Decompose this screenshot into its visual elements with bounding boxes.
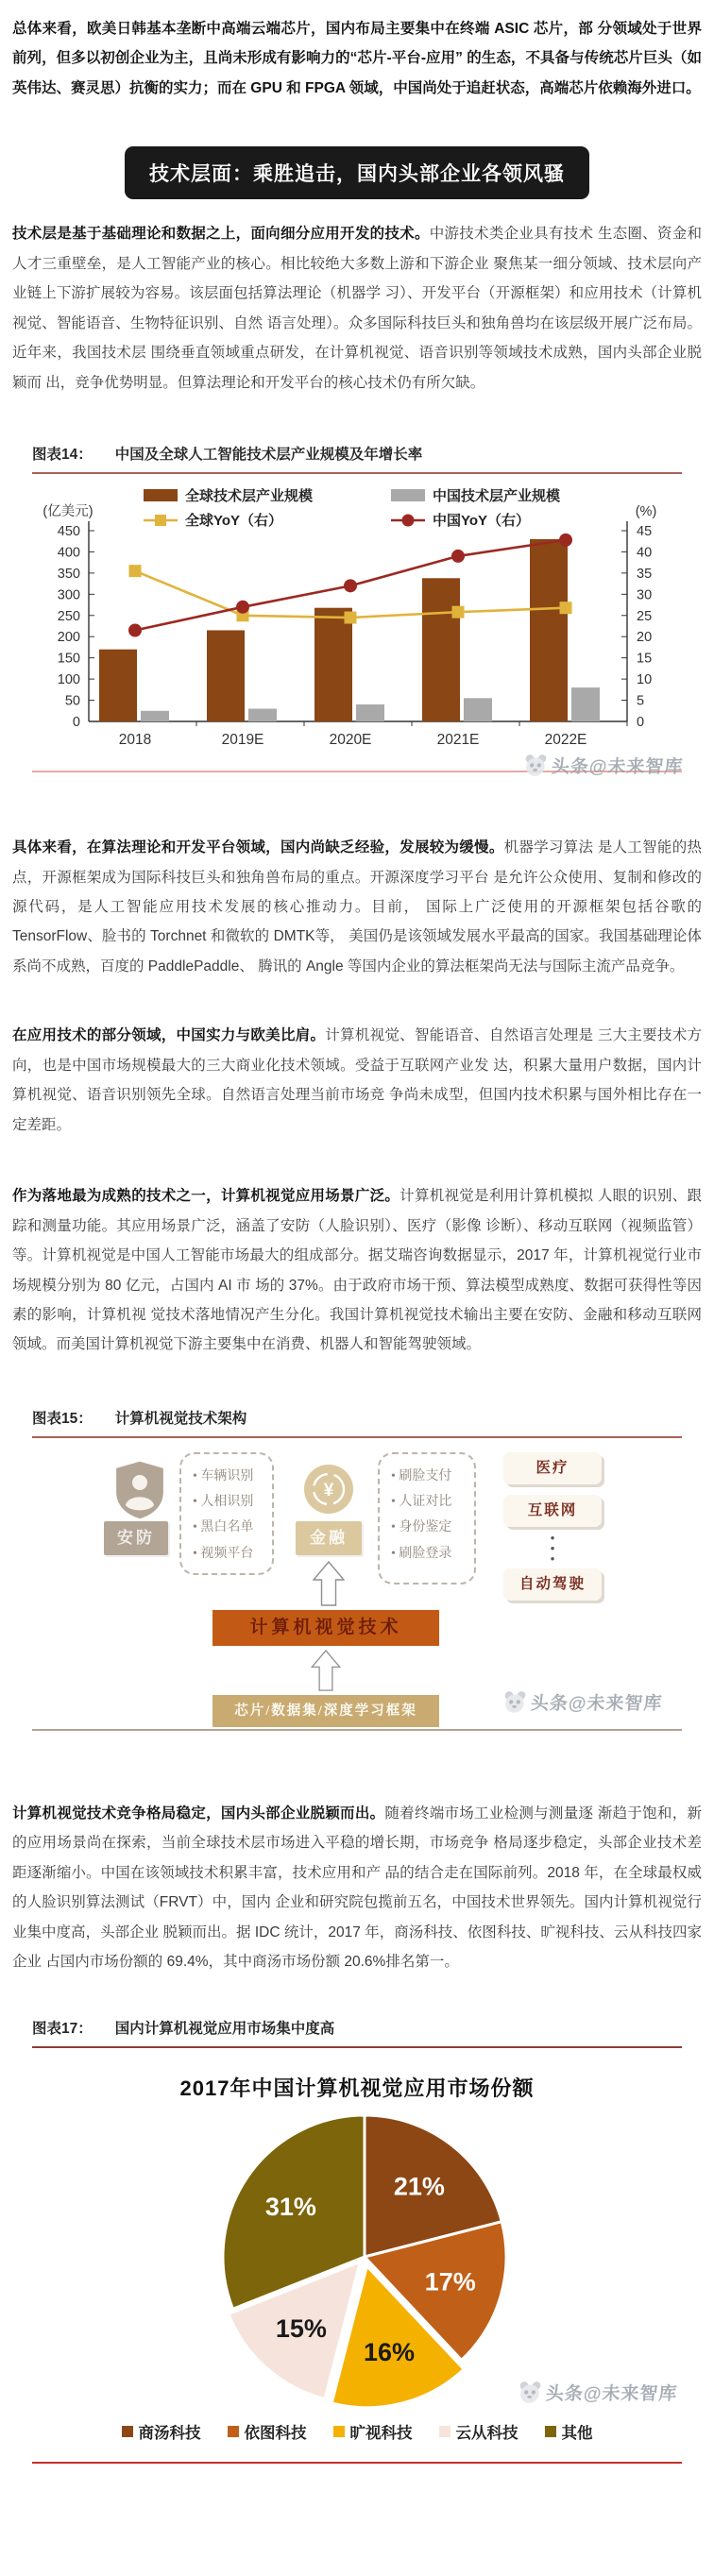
app-box-internet: 互联网 — [503, 1495, 602, 1527]
svg-text:2022E: 2022E — [544, 732, 587, 749]
pie-legend-item — [333, 2420, 413, 2443]
figure-15 — [32, 1407, 682, 1731]
svg-text:0: 0 — [72, 715, 80, 731]
svg-text:(%): (%) — [635, 504, 657, 520]
legend-label: 旷视科技 — [349, 2423, 413, 2442]
watermark — [502, 1689, 663, 1715]
svg-text:(亿美元): (亿美元) — [42, 504, 94, 520]
svg-text:2018: 2018 — [118, 732, 152, 749]
svg-text:50: 50 — [64, 693, 80, 709]
security-items-box — [179, 1452, 274, 1575]
chart-legend — [144, 487, 561, 529]
legend-label: 其他 — [561, 2423, 593, 2442]
svg-text:16%: 16% — [363, 2337, 416, 2366]
svg-text:2020E: 2020E — [329, 732, 372, 749]
svg-text:15: 15 — [637, 651, 653, 667]
legend-label: 商汤科技 — [138, 2423, 201, 2442]
chart-lines — [128, 534, 572, 637]
chart-bars — [99, 539, 627, 748]
paragraph-computer-vision — [12, 1181, 702, 1360]
watermark-text: 头条@未来智库 — [545, 2383, 679, 2404]
pie-chart-title: 2017年中国计算机视觉应用市场份额 — [179, 2076, 535, 2100]
figure-17-header — [32, 2017, 682, 2048]
svg-text:45: 45 — [637, 524, 653, 540]
figure-14 — [32, 443, 685, 778]
industry-scale-chart — [32, 483, 682, 767]
paragraph-body: 中游技术类企业具有技术 生态圈、资金和人才三重壁垒，是人工智能产业的核心。相比较绝大多数上游和下游企业 聚焦某一细分领域、技术层向产业链上下游扩展较为容易。该层面包括算法理论（机器学 习）、开发平台（开源框架）和应用技术（计算机视觉、智能语音、生物特征识别、自然 语言处理）。众多国际科技巨头和独角兽均在该层级开展广泛布局。近年来，我国技术层 围绕垂直领域重点研发，在计算机视觉、语音识别等领域技术成熟，国内头部企业脱颖而 出，竞争优势明显。但算法理论和开发平台的核心技术仍有所欠缺。 — [12, 226, 702, 391]
security-item: • 车辆识别 — [193, 1464, 264, 1489]
paragraph-lead: 作为落地最为成熟的技术之一，计算机视觉应用场景广泛。 — [12, 1188, 400, 1205]
svg-text:全球技术层产业规模: 全球技术层产业规模 — [185, 488, 314, 505]
watermark-text: 头条@未来智库 — [530, 1693, 664, 1714]
svg-text:400: 400 — [57, 545, 80, 561]
paragraph-lead: 计算机视觉技术竞争格局稳定，国内头部企业脱颖而出。 — [12, 1805, 385, 1822]
pie-legend-item — [545, 2420, 593, 2443]
up-arrow-icon — [310, 1650, 342, 1691]
paragraph-competition — [12, 1799, 702, 1977]
paragraph-body: 随着终端市场工业检测与测量逐 渐趋于饱和，新的应用场景尚在探索，当前全球技术层市场进入平稳的增长期，市场竞争 格局逐步稳定，头部企业技术差距逐渐缩小。中国在该领域技术积累丰富，技术应用和产 品的结合走在国际前列。2018 年，在全球最权威的人脸识别算法测试（FRVT）中，国内 企业和研究院包揽前五名，中国技术世界领先。国内计算机视觉行业集中度高，头部企业 脱颖而出。据 IDC 统计，2017 年，商汤科技、依图科技、旷视科技、云从科技四家企业 占国内市场份额的 69.4%，其中商汤市场份额 20.6%排名第一。 — [12, 1805, 702, 1971]
security-item: • 人相识别 — [193, 1489, 264, 1515]
figure-15-title: 计算机视觉技术架构 — [114, 1410, 247, 1427]
paragraph-lead: 具体来看，在算法理论和开发平台领域，国内尚缺乏经验，发展较为缓慢。 — [12, 839, 504, 856]
svg-text:30: 30 — [637, 587, 653, 603]
legend-label: 依图科技 — [244, 2423, 307, 2442]
up-arrow-icon — [313, 1561, 345, 1606]
paragraph-body: 机器学习算法 是人工智能的热点，开源框架成为国际科技巨头和独角兽布局的重点。开源深度学习平台 是允许公众使用、复制和修改的源代码，是人工智能应用技术发展的核心推动力。目前， 国际上广泛使用的开源框架包括谷歌的 TensorFlow、脸书的 Torchnet 和微软的 DMTK等， 美国仍是该领域发展水平最高的国家。我国基础理论体系尚不成熟，百度的 PaddlePaddle、 腾讯的 Angle 等国内企业的算法框架尚无法与国际主流产品竞争。 — [12, 839, 702, 974]
figure-17-title: 国内计算机视觉应用市场集中度高 — [114, 2020, 335, 2037]
figure-15-label: 图表15： — [32, 1410, 93, 1427]
panda-logo-icon — [502, 1689, 528, 1714]
svg-text:中国YoY（右）: 中国YoY（右） — [433, 513, 531, 530]
legend-swatch — [228, 2426, 239, 2437]
finance-items-box — [378, 1452, 476, 1585]
svg-text:450: 450 — [57, 524, 80, 540]
market-share-pie-wrap — [32, 2108, 682, 2443]
svg-text:250: 250 — [57, 608, 80, 624]
finance-label-box: 金融 — [296, 1521, 362, 1555]
app-box-autodriving: 自动驾驶 — [503, 1568, 602, 1601]
svg-text:2021E: 2021E — [436, 732, 480, 749]
section-banner-wrap — [0, 146, 714, 199]
chip-dataset-framework-box: 芯片/数据集/深度学习框架 — [212, 1695, 439, 1727]
cv-architecture-diagram — [32, 1448, 682, 1731]
paragraph-algorithm — [12, 833, 702, 981]
svg-text:2019E: 2019E — [221, 732, 264, 749]
svg-text:150: 150 — [57, 651, 80, 667]
paragraph-lead: 在应用技术的部分领域，中国实力与欧美比肩。 — [12, 1027, 326, 1044]
pie-legend-item — [228, 2420, 307, 2443]
legend-label: 云从科技 — [455, 2423, 518, 2442]
svg-text:17%: 17% — [424, 2266, 476, 2296]
figure-14-label: 图表14： — [32, 447, 93, 464]
pie-legend-item — [439, 2420, 518, 2443]
svg-text:25: 25 — [637, 608, 653, 624]
security-item: • 黑白名单 — [193, 1515, 264, 1540]
pie-legend-item — [122, 2420, 201, 2443]
svg-text:10: 10 — [637, 672, 653, 688]
svg-text:200: 200 — [57, 630, 80, 646]
figure-14-title: 中国及全球人工智能技术层产业规模及年增长率 — [114, 447, 423, 464]
legend-swatch — [439, 2426, 450, 2437]
svg-text:21%: 21% — [393, 2171, 445, 2200]
figure-15-header — [32, 1407, 682, 1438]
legend-swatch — [545, 2426, 556, 2437]
svg-text:15%: 15% — [275, 2313, 327, 2343]
svg-text:中国技术层产业规模: 中国技术层产业规模 — [433, 488, 561, 505]
pie-legend — [32, 2420, 682, 2443]
finance-item: • 刷脸登录 — [391, 1541, 467, 1567]
svg-text:300: 300 — [57, 587, 80, 603]
finance-item: • 人证对比 — [391, 1489, 467, 1515]
svg-text:31%: 31% — [264, 2192, 316, 2221]
svg-text:40: 40 — [637, 545, 653, 561]
vertical-ellipsis: • • • — [550, 1530, 555, 1566]
security-label-box: 安防 — [104, 1521, 168, 1555]
svg-text:20: 20 — [637, 630, 653, 646]
pie-slices — [223, 2115, 506, 2408]
intro-paragraph: 总体来看，欧美日韩基本垄断中高端云端芯片，国内布局主要集中在终端 ASIC 芯片，部 分领域处于世界前列，但多以初创企业为主，且尚未形成有影响力的“芯片-平台-应用” 的生态，不具备与传统芯片巨头（如英伟达、赛灵思）抗衡的实力；而在 GPU 和 FPGA 领域，中国尚处于追赶状态，高端芯片依赖海外进口。 — [12, 21, 702, 96]
figure-17-label: 图表17： — [32, 2020, 93, 2037]
legend-swatch — [333, 2426, 345, 2437]
svg-text:35: 35 — [637, 566, 653, 582]
svg-text:全球YoY（右）: 全球YoY（右） — [185, 513, 283, 530]
svg-text:0: 0 — [637, 715, 645, 731]
paragraph-body: 计算机视觉、智能语音、自然语言处理是 三大主要技术方向，也是中国市场规模最大的三大商业化技术领域。受益于互联网产业发 达，积累大量用户数据，国内计算机视觉、语音识别领先全球。自然语言处理当前市场竞 争尚未成型，但国内技术积累与国外相比存在一定差距。 — [12, 1027, 702, 1133]
security-shield-icon — [110, 1460, 169, 1520]
app-box-medical: 医疗 — [503, 1452, 602, 1484]
legend-swatch — [122, 2426, 133, 2437]
watermark-text: 头条@未来智库 — [551, 757, 685, 778]
svg-text:100: 100 — [57, 672, 80, 688]
figure-14-header — [32, 443, 682, 474]
security-item: • 视频平台 — [193, 1541, 264, 1567]
paragraph-body: 计算机视觉是利用计算机模拟 人眼的识别、跟踪和测量功能。其应用场景广泛，涵盖了安防（人脸识别）、医疗（影像 诊断）、移动互联网（视频监管）等。计算机视觉是中国人工智能市场最大的组成部分。据艾瑞咨询数据显示，2017 年，计算机视觉行业市场规模分别为 80 亿元，占国内 AI 市 场的 37%。由于政府市场干预、算法模型成熟度、数据可获得性等因素的影响，计算机视 觉技术落地情况产生分化。我国计算机视觉技术输出主要在安防、金融和移动互联网领域。而美国计算机视觉下游主要集中在消费、机器人和智能驾驶领域。 — [12, 1188, 702, 1353]
finance-item: • 刷脸支付 — [391, 1464, 467, 1489]
cv-technology-box: 计算机视觉技术 — [212, 1610, 439, 1646]
svg-text:350: 350 — [57, 566, 80, 582]
finance-item: • 身份鉴定 — [391, 1515, 467, 1540]
paragraph-tech-layer — [12, 219, 702, 398]
market-share-pie-chart — [32, 2108, 682, 2412]
finance-coin-icon — [302, 1463, 355, 1516]
paragraph-application — [12, 1021, 702, 1140]
industry-scale-chart-wrap — [32, 483, 685, 778]
figure-17 — [32, 2017, 682, 2464]
section-banner: 技术层面：乘胜追击，国内头部企业各领风骚 — [125, 146, 589, 199]
paragraph-lead: 技术层是基于基础理论和数据之上，面向细分应用开发的技术。 — [12, 226, 430, 243]
svg-text:¥: ¥ — [323, 1480, 334, 1500]
svg-text:5: 5 — [637, 693, 645, 709]
